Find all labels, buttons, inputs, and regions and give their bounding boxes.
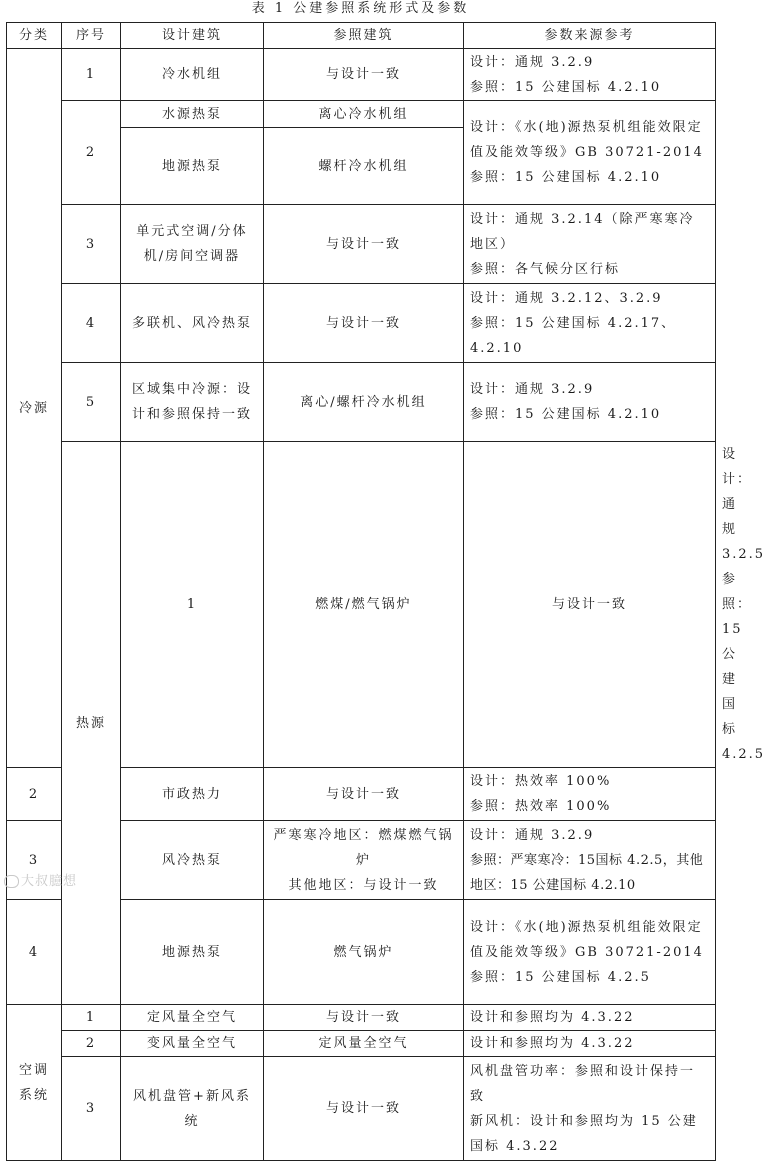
source-line: 设计：通规 3.2.9	[470, 382, 595, 397]
design-cell: 水源热泵	[121, 101, 264, 128]
table-row	[7, 1057, 716, 1161]
source-cell	[464, 768, 716, 821]
source-line: 设计：通规 3.2.9	[470, 54, 595, 70]
row-number: 4	[7, 900, 62, 1005]
header-design-building: 设计建筑	[121, 23, 264, 49]
reference-cell: 定风量全空气	[264, 1031, 464, 1057]
source-line: 参照：15 公建国标 4.2.17、4.2.10	[470, 315, 677, 356]
reference-cell: 离心/螺杆冷水机组	[264, 363, 464, 442]
category-heat-source: 热源	[62, 442, 121, 1005]
source-line: 参照：热效率 100%	[470, 799, 612, 814]
source-line: 设计：通规 3.2.9	[470, 827, 595, 843]
watermark-text: 大叔臆想	[21, 874, 78, 889]
source-cell	[464, 821, 716, 900]
reference-line: 其他地区：与设计一致	[288, 877, 439, 893]
source-cell	[464, 205, 716, 284]
category-cold-source: 冷源	[7, 49, 62, 768]
source-cell	[464, 363, 716, 442]
reference-cell: 与设计一致	[264, 768, 464, 821]
reference-system-table	[6, 22, 765, 1161]
header-parameter-source: 参数来源参考	[464, 23, 716, 49]
source-line: 风机盘管功率：参照和设计保持一致	[470, 1063, 696, 1104]
reference-cell: 与设计一致	[264, 284, 464, 363]
table-row: 热源 1 燃煤/燃气锅炉 与设计一致 设计：通规 3.2.5 参照：15 公建国标 4.2.5	[7, 442, 716, 768]
source-line: 设计：《水(地)源热泵机组能效限定值及能效等级》GB 30721-2014	[470, 919, 704, 960]
reference-cell: 与设计一致	[264, 1005, 464, 1031]
source-line: 参照：15 公建国标 4.2.10	[470, 170, 662, 185]
table-row	[7, 205, 716, 284]
row-number: 1	[121, 442, 264, 768]
source-line: 参照：严寒寒冷：15国标 4.2.5，其他地区：15 公建国标 4.2.10	[470, 852, 704, 893]
design-cell: 风冷热泵	[121, 821, 264, 900]
table-caption: 表 1 公建参照系统形式及参数	[251, 1, 470, 16]
category-ac-system: 空调系统	[7, 1005, 62, 1161]
reference-cell: 螺杆冷水机组	[264, 128, 464, 205]
table-row	[7, 1031, 716, 1057]
row-number: 1	[62, 49, 121, 101]
design-cell: 区域集中冷源：设计和参照保持一致	[121, 363, 264, 442]
design-cell: 风机盘管+新风系统	[121, 1057, 264, 1161]
reference-cell: 离心冷水机组	[264, 101, 464, 128]
design-cell: 定风量全空气	[121, 1005, 264, 1031]
design-cell: 变风量全空气	[121, 1031, 264, 1057]
reference-cell: 与设计一致	[264, 1057, 464, 1161]
table-row	[7, 101, 716, 128]
header-reference-building: 参照建筑	[264, 23, 464, 49]
header-number: 序号	[62, 23, 121, 49]
wechat-logo-icon	[4, 875, 19, 888]
watermark	[4, 870, 77, 889]
row-number: 3	[7, 821, 62, 900]
design-cell: 单元式空调/分体机/房间空调器	[121, 205, 264, 284]
source-line: 设计：通规 3.2.14（除严寒寒冷地区）	[470, 211, 695, 252]
row-number: 5	[62, 363, 121, 442]
design-cell: 市政热力	[121, 768, 264, 821]
row-number: 2	[62, 1031, 121, 1057]
source-line: 设计：热效率 100%	[470, 774, 612, 789]
row-number: 4	[62, 284, 121, 363]
source-cell	[464, 284, 716, 363]
source-line: 设计：通规 3.2.12、3.2.9	[470, 290, 663, 306]
design-cell: 冷水机组	[121, 49, 264, 101]
design-cell: 燃煤/燃气锅炉	[264, 442, 464, 768]
source-cell	[464, 101, 716, 205]
design-cell: 地源热泵	[121, 900, 264, 1005]
row-number: 2	[7, 768, 62, 821]
row-number: 3	[62, 1057, 121, 1161]
header-row	[7, 23, 716, 49]
source-cell	[464, 1057, 716, 1161]
row-number: 1	[62, 1005, 121, 1031]
row-number: 2	[62, 101, 121, 205]
table-row	[7, 363, 716, 442]
source-line: 参照：15 公建国标 4.2.10	[470, 407, 662, 422]
reference-cell: 与设计一致	[464, 442, 716, 768]
reference-cell	[264, 821, 464, 900]
source-cell: 设计和参照均为 4.3.22	[464, 1031, 716, 1057]
table-row	[7, 284, 716, 363]
header-category: 分类	[7, 23, 62, 49]
reference-cell: 燃气锅炉	[264, 900, 464, 1005]
source-cell	[464, 900, 716, 1005]
source-line: 参照：15 公建国标 4.2.10	[470, 79, 662, 95]
source-line: 设计：《水(地)源热泵机组能效限定值及能效等级》GB 30721-2014	[470, 120, 704, 160]
design-cell: 地源热泵	[121, 128, 264, 205]
table-row	[7, 49, 716, 101]
reference-cell: 与设计一致	[264, 205, 464, 284]
source-line: 参照：各气候分区行标	[470, 261, 621, 277]
source-line: 参照：15 公建国标 4.2.5	[470, 969, 651, 985]
source-line: 新风机：设计和参照均为 15 公建国标 4.3.22	[470, 1113, 698, 1154]
table-row	[7, 1005, 716, 1031]
source-cell: 设计和参照均为 4.3.22	[464, 1005, 716, 1031]
reference-cell: 与设计一致	[264, 49, 464, 101]
reference-line: 严寒寒冷地区：燃煤燃气锅炉	[273, 827, 454, 868]
row-number: 3	[62, 205, 121, 284]
design-cell: 多联机、风冷热泵	[121, 284, 264, 363]
source-cell	[464, 49, 716, 101]
